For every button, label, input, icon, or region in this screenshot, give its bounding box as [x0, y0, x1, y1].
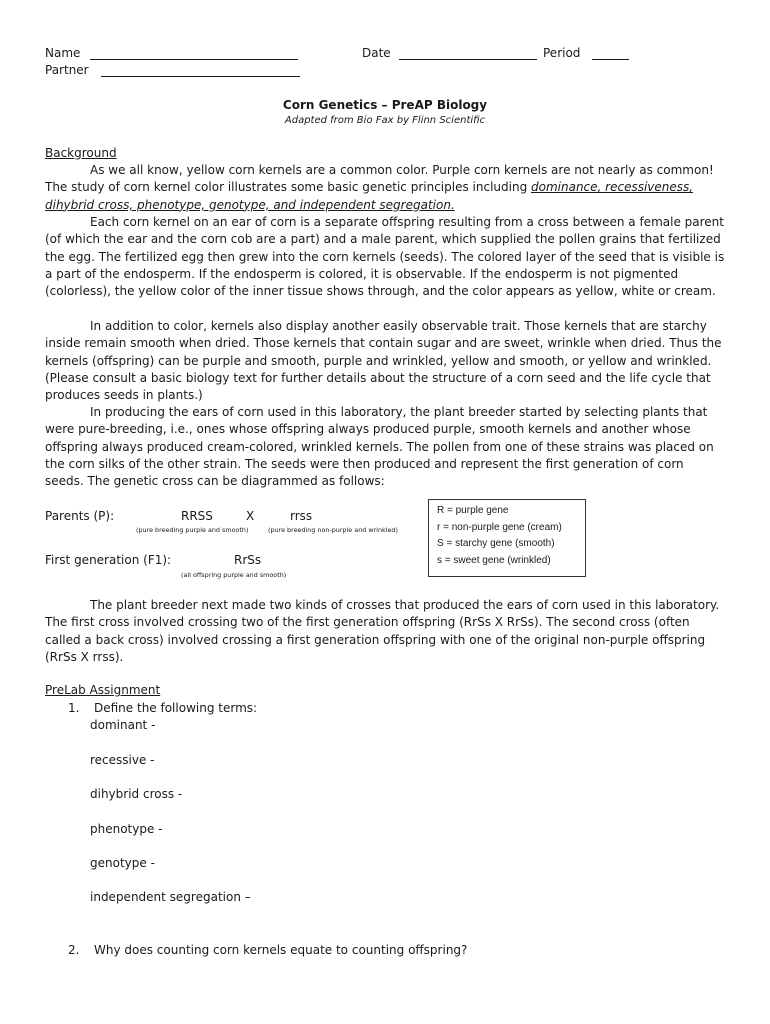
term-recessive: recessive - — [90, 753, 155, 767]
period-label: Period — [543, 46, 581, 60]
background-p1-text: As we all know, yellow corn kernels are a common color. Purple corn kernels are not nearly as common! The study of corn kernel color illustrates some basic genetic principles including — [45, 163, 714, 195]
parent2-genotype: rrss — [290, 509, 313, 523]
term-dominant: dominant - — [90, 718, 156, 732]
parent2-note: (pure breeding non-purple and wrinkled) — [268, 526, 398, 534]
name-label: Name — [45, 46, 81, 60]
term-independent-segregation: independent segregation – — [90, 890, 251, 904]
parent1-note: (pure breeding purple and smooth) — [136, 526, 249, 534]
background-paragraph-2: Each corn kernel on an ear of corn is a separate offspring resulting from a cross between a female parent (of which the ear and the corn cob are a part) and a male parent, which supplied the pollen grains that fertilized the egg. The fertilized egg then grew into the corn kernels (seeds). The colored layer of the seed that is visible is a part of the endosperm. If the endosperm is colored, it is observable. If the endosperm is not pigmented (colorless), the yellow color of the inner tissue shows through, and the color appears as yellow, white or cream. — [45, 215, 725, 299]
parents-label: Parents (P): — [45, 509, 115, 523]
f1-note: (all offspring purple and smooth) — [181, 571, 287, 579]
date-blank[interactable] — [399, 59, 537, 60]
legend-item: R = purple gene — [437, 505, 509, 516]
question-2-number: 2. — [68, 943, 80, 957]
partner-label: Partner — [45, 63, 89, 77]
legend-item: S = starchy gene (smooth) — [437, 538, 555, 549]
term-phenotype: phenotype - — [90, 822, 163, 836]
legend-item: r = non-purple gene (cream) — [437, 521, 562, 533]
legend-item: s = sweet gene (wrinkled) — [437, 554, 551, 566]
background-heading: Background — [45, 146, 117, 160]
term-genotype: genotype - — [90, 856, 155, 870]
f1-genotype: RrSs — [234, 553, 262, 567]
gene-legend-box — [428, 499, 586, 577]
question-1-number: 1. — [68, 701, 80, 715]
background-paragraph-3: In addition to color, kernels also display another easily observable trait. Those kernels that are starchy inside remain smooth when dried. Those kernels that contain sugar and are sweet, wrinkle when dried. Thus the kernels (offspring) can be purple and smooth, purple and wrinkled, yellow and smooth, or yellow and wrinkled. (Please consult a basic biology text for further details about the structure of a corn seed and the life cycle that produces seeds in plants.) — [45, 319, 722, 403]
page-subtitle: Adapted from Bio Fax by Flinn Scientific — [284, 115, 486, 126]
date-label: Date — [362, 46, 391, 60]
cross-symbol: X — [246, 509, 255, 523]
f1-label: First generation (F1): — [45, 553, 172, 567]
name-blank[interactable] — [90, 59, 298, 60]
prelab-heading: PreLab Assignment — [45, 683, 161, 697]
background-paragraph-1 — [45, 162, 725, 214]
parent1-genotype: RRSS — [181, 509, 213, 523]
background-p1-terms: dominance, recessiveness, dihybrid cross, phenotype, genotype, and independent segregation. — [45, 180, 694, 212]
term-dihybrid-cross: dihybrid cross - — [90, 787, 183, 801]
question-2-text: Why does counting corn kernels equate to counting offspring? — [94, 943, 468, 957]
crosses-paragraph: The plant breeder next made two kinds of crosses that produced the ears of corn used in this laboratory. The first cross involved crossing two of the first generation offspring (RrSs X RrSs). The second cross (often called a back cross) involved crossing a first generation offspring with one of the original non-purple offspring (RrSs X rrss). — [45, 598, 720, 664]
page-title: Corn Genetics – PreAP Biology — [282, 98, 488, 112]
question-1-text: Define the following terms: — [94, 701, 258, 715]
background-paragraph-4: In producing the ears of corn used in this laboratory, the plant breeder started by selecting plants that were pure-breeding, i.e., ones whose offspring always produced purple, smooth kernels and another whose offspring always produced cream-colored, wrinkled kernels. The pollen from one of these strains was placed on the corn silks of the other strain. The seeds were then produced and represent the first generation of corn seeds. The genetic cross can be diagrammed as follows: — [45, 405, 714, 489]
partner-blank[interactable] — [101, 76, 300, 77]
period-blank[interactable] — [592, 59, 629, 60]
